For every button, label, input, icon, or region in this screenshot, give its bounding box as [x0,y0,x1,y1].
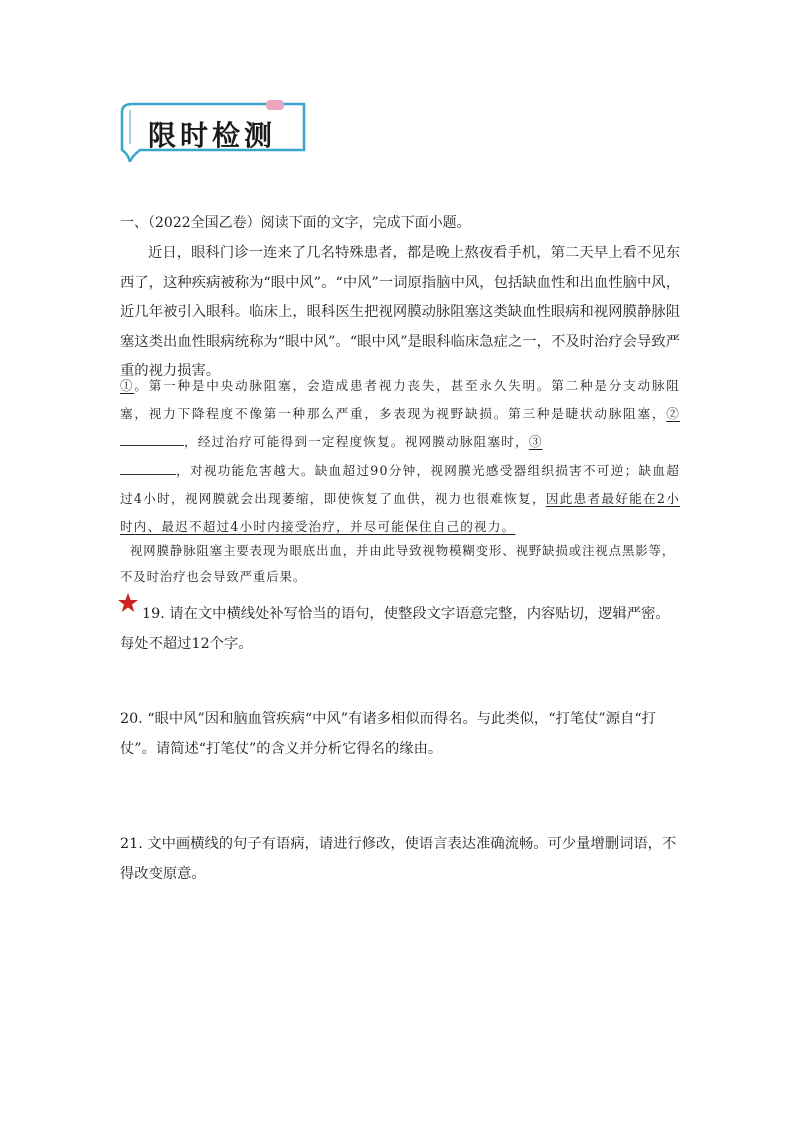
passage-kai-second: 视网膜静脉阻塞主要表现为眼底出血，并由此导致视物模糊变形、视野缺损或注视点黑影等，不及时治疗也会导致严重后果。 [120,544,676,584]
section-banner [118,100,316,162]
passage-kai-2: ，经过治疗可能得到一定程度恢复。视网膜动脉阻塞时， [184,434,529,450]
passage-kai-3: ，对视功能危害越大。缺血超过90分钟，视网膜光感受器组织损害不可逆；缺血超过4小时，视网膜就会出现萎缩，即使恢复了血供，视力也很难恢复， [120,462,680,506]
passage-kai [120,372,680,541]
question-20: 20. “眼中风”因和脑血管疾病“中风”有诸多相似而得名。与此类似，“打笔仗”源自“打仗”。请简述“打笔仗”的含义并分析它得名的缘由。 [120,711,656,757]
blank-2[interactable] [120,433,184,446]
blank-marker-2: ② [666,406,680,422]
question-21: 21. 文中画横线的句子有语病，请进行修改，使语言表达准确流畅。可少量增删词语，不得改变原意。 [120,836,677,882]
blank-marker-3: ③ [528,434,543,450]
question-19-text: 19. 请在文中横线处补写恰当的语句，使整段文字语意完整，内容贴切，逻辑严密。每处不超过12个字。 [120,606,670,652]
question-19 [120,600,680,659]
blank-3[interactable] [120,462,176,475]
passage-main: 近日，眼科门诊一连来了几名特殊患者，都是晚上熬夜看手机，第二天早上看不见东西了，这种疾病被称为“眼中风”。“中风”一词原指脑中风，包括缺血性和出血性脑中风，近几年被引入眼科。临床上，眼科医生把视网膜动脉阻塞这类缺血性眼病和视网膜静脉阻塞这类出血性眼病统称为“眼中风”。“眼中风”是眼科临床急症之一，不及时治疗会导致严重的视力损害。 [120,245,680,379]
passage-kai-1: 。第一种是中央动脉阻塞，会造成患者视力丧失，甚至永久失明。第二种是分支动脉阻塞，视力下降程度不像第一种那么严重，多表现为视野缺损。第三种是睫状动脉阻塞， [120,378,680,422]
blank-marker-1: ① [120,378,135,393]
underlined-sentence: 因此患者最好能在2小时内、最迟不超过4小时内接受治疗，并尽可能保住自己的视力。 [120,490,680,535]
banner-title: 限时检测 [148,119,277,152]
question-intro: 一、（2022全国乙卷）阅读下面的文字，完成下面小题。 [120,215,471,231]
